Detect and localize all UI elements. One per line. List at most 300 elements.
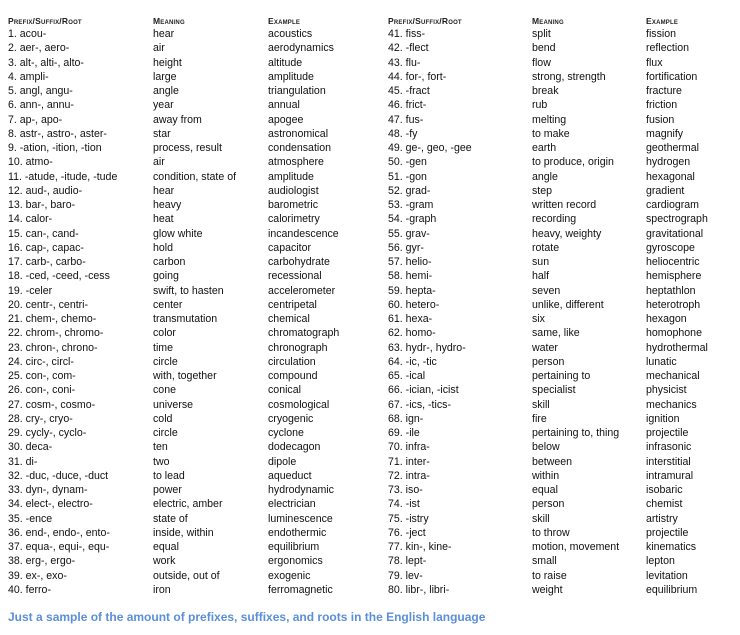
prefix-cell: 50. -gen	[388, 156, 427, 169]
table-row	[388, 412, 740, 426]
table-row	[8, 497, 368, 511]
example-cell: condensation	[268, 142, 332, 155]
meaning-cell: glow white	[153, 227, 203, 240]
meaning-cell: small	[532, 555, 557, 568]
table-row	[388, 440, 740, 454]
prefix-cell: 11. -atude, -itude, -tude	[8, 170, 118, 183]
prefix-cell: 44. for-, fort-	[388, 70, 447, 83]
table-row	[8, 70, 368, 84]
meaning-cell: within	[532, 469, 560, 482]
meaning-cell: rotate	[532, 241, 560, 254]
prefix-cell: 55. grav-	[388, 227, 430, 240]
table-row	[8, 56, 368, 70]
prefix-cell: 53. -gram	[388, 199, 434, 212]
header-prefix: Prefix/Suffix/Root	[388, 16, 462, 26]
example-cell: recessional	[268, 270, 322, 283]
caption: Just a sample of the amount of prefixes, suffixes, and roots in the English language	[8, 610, 486, 624]
meaning-cell: cold	[153, 412, 173, 425]
meaning-cell: height	[153, 56, 182, 69]
table-row	[8, 398, 368, 412]
meaning-cell: equal	[532, 484, 558, 497]
meaning-cell: ten	[153, 441, 168, 454]
prefix-cell: 8. astr-, astro-, aster-	[8, 127, 107, 140]
prefix-cell: 67. -ics, -tics-	[388, 398, 451, 411]
prefix-cell: 64. -ic, -tic	[388, 355, 437, 368]
example-cell: chronograph	[268, 341, 328, 354]
prefix-cell: 60. hetero-	[388, 298, 440, 311]
table-row	[388, 227, 740, 241]
example-cell: fission	[646, 28, 677, 41]
header-example: Example	[268, 16, 301, 26]
table-row	[8, 198, 368, 212]
meaning-cell: to raise	[532, 569, 567, 582]
meaning-cell: flow	[532, 56, 551, 69]
prefix-cell: 42. -flect	[388, 42, 429, 55]
example-cell: heterotroph	[646, 298, 701, 311]
meaning-cell: with, together	[153, 370, 217, 383]
table-row	[8, 113, 368, 127]
example-cell: artistry	[646, 512, 678, 525]
table-row	[8, 312, 368, 326]
table-row	[388, 198, 740, 212]
prefix-cell: 15. can-, cand-	[8, 227, 79, 240]
example-cell: isobaric	[646, 484, 683, 497]
meaning-cell: to make	[532, 127, 570, 140]
meaning-cell: two	[153, 455, 170, 468]
prefix-cell: 4. ampli-	[8, 70, 49, 83]
right-table	[388, 12, 740, 597]
meaning-cell: state of	[153, 512, 188, 525]
prefix-cell: 36. end-, endo-, ento-	[8, 526, 110, 539]
example-cell: hemisphere	[646, 270, 702, 283]
meaning-cell: color	[153, 327, 176, 340]
example-cell: chemist	[646, 498, 683, 511]
meaning-cell: work	[153, 555, 176, 568]
right-rows	[388, 27, 740, 597]
table-row	[388, 212, 740, 226]
example-cell: gradient	[646, 184, 685, 197]
meaning-cell: air	[153, 42, 165, 55]
example-cell: flux	[646, 56, 663, 69]
prefix-cell: 26. con-, coni-	[8, 384, 76, 397]
prefix-cell: 63. hydr-, hydro-	[388, 341, 466, 354]
prefix-cell: 47. fus-	[388, 113, 424, 126]
example-cell: chemical	[268, 313, 310, 326]
table-row	[8, 569, 368, 583]
prefix-cell: 69. -ile	[388, 427, 420, 440]
example-cell: audiologist	[268, 184, 319, 197]
example-cell: compound	[268, 370, 318, 383]
example-cell: lunatic	[646, 355, 677, 368]
example-cell: interstitial	[646, 455, 691, 468]
prefix-cell: 34. elect-, electro-	[8, 498, 93, 511]
example-cell: cyclone	[268, 427, 304, 440]
meaning-cell: written record	[532, 199, 597, 212]
table-row	[8, 84, 368, 98]
example-cell: hydrodynamic	[268, 484, 334, 497]
table-row	[388, 312, 740, 326]
prefix-cell: 79. lev-	[388, 569, 423, 582]
meaning-cell: swift, to hasten	[153, 284, 224, 297]
prefix-cell: 68. ign-	[388, 412, 424, 425]
prefix-cell: 30. deca-	[8, 441, 53, 454]
meaning-cell: person	[532, 355, 565, 368]
example-cell: hydrogen	[646, 156, 691, 169]
prefix-cell: 58. hemi-	[388, 270, 433, 283]
table-row	[388, 98, 740, 112]
table-header	[8, 12, 368, 26]
example-cell: hydrothermal	[646, 341, 708, 354]
meaning-cell: skill	[532, 512, 550, 525]
table-row	[388, 84, 740, 98]
example-cell: exogenic	[268, 569, 311, 582]
prefix-cell: 28. cry-, cryo-	[8, 412, 73, 425]
prefix-cell: 51. -gon	[388, 170, 427, 183]
example-cell: endothermic	[268, 526, 327, 539]
table-row	[388, 41, 740, 55]
meaning-cell: to lead	[153, 469, 185, 482]
meaning-cell: recording	[532, 213, 577, 226]
example-cell: fracture	[646, 85, 682, 98]
example-cell: ferromagnetic	[268, 583, 333, 596]
prefix-cell: 10. atmo-	[8, 156, 53, 169]
meaning-cell: unlike, different	[532, 298, 604, 311]
table-row	[8, 369, 368, 383]
prefix-cell: 71. inter-	[388, 455, 430, 468]
header-meaning: Meaning	[153, 16, 185, 26]
table-row	[388, 155, 740, 169]
example-cell: homophone	[646, 327, 702, 340]
example-cell: conical	[268, 384, 301, 397]
meaning-cell: to throw	[532, 526, 570, 539]
prefix-cell: 19. -celer	[8, 284, 53, 297]
table-row	[8, 483, 368, 497]
example-cell: cryogenic	[268, 412, 314, 425]
meaning-cell: pertaining to	[532, 370, 591, 383]
meaning-cell: heavy	[153, 199, 182, 212]
prefix-cell: 41. fiss-	[388, 28, 426, 41]
example-cell: gyroscope	[646, 241, 695, 254]
prefix-cell: 1. acou-	[8, 28, 47, 41]
example-cell: hexagonal	[646, 170, 695, 183]
prefix-cell: 39. ex-, exo-	[8, 569, 67, 582]
prefix-cell: 61. hexa-	[388, 313, 433, 326]
meaning-cell: process, result	[153, 142, 222, 155]
example-cell: capacitor	[268, 241, 311, 254]
header-meaning: Meaning	[532, 16, 564, 26]
meaning-cell: motion, movement	[532, 541, 620, 554]
table-row	[8, 298, 368, 312]
meaning-cell: melting	[532, 113, 567, 126]
table-row	[388, 127, 740, 141]
example-cell: dodecagon	[268, 441, 321, 454]
table-row	[388, 284, 740, 298]
example-cell: amplitude	[268, 70, 314, 83]
table-row	[8, 355, 368, 369]
example-cell: intramural	[646, 469, 694, 482]
meaning-cell: bend	[532, 42, 556, 55]
meaning-cell: sun	[532, 256, 550, 269]
prefix-cell: 9. -ation, -ition, -tion	[8, 142, 102, 155]
example-cell: mechanics	[646, 398, 697, 411]
table-row	[8, 227, 368, 241]
example-cell: dipole	[268, 455, 297, 468]
table-row	[388, 540, 740, 554]
table-row	[388, 355, 740, 369]
meaning-cell: person	[532, 498, 565, 511]
prefix-cell: 20. centr-, centri-	[8, 298, 89, 311]
meaning-cell: going	[153, 270, 179, 283]
prefix-cell: 25. con-, com-	[8, 370, 76, 383]
meaning-cell: water	[532, 341, 558, 354]
meaning-cell: to produce, origin	[532, 156, 614, 169]
table-row	[8, 383, 368, 397]
table-row	[388, 469, 740, 483]
table-header	[388, 12, 740, 26]
table-row	[388, 255, 740, 269]
table-row	[388, 369, 740, 383]
table-row	[388, 269, 740, 283]
meaning-cell: electric, amber	[153, 498, 223, 511]
meaning-cell: outside, out of	[153, 569, 220, 582]
meaning-cell: heat	[153, 213, 174, 226]
example-cell: fusion	[646, 113, 675, 126]
example-cell: barometric	[268, 199, 319, 212]
example-cell: equilibrium	[268, 541, 320, 554]
prefix-cell: 59. hepta-	[388, 284, 436, 297]
table-row	[8, 326, 368, 340]
prefix-cell: 37. equa-, equi-, equ-	[8, 541, 110, 554]
prefix-cell: 27. cosm-, cosmo-	[8, 398, 96, 411]
example-cell: amplitude	[268, 170, 314, 183]
prefix-cell: 23. chron-, chrono-	[8, 341, 98, 354]
table-row	[388, 569, 740, 583]
meaning-cell: step	[532, 184, 553, 197]
prefix-cell: 72. intra-	[388, 469, 430, 482]
table-row	[8, 127, 368, 141]
table-row	[8, 412, 368, 426]
example-cell: accelerometer	[268, 284, 336, 297]
meaning-cell: fire	[532, 412, 547, 425]
meaning-cell: below	[532, 441, 560, 454]
example-cell: altitude	[268, 56, 303, 69]
table-row	[8, 341, 368, 355]
example-cell: projectile	[646, 526, 689, 539]
example-cell: chromatograph	[268, 327, 340, 340]
prefix-cell: 80. libr-, libri-	[388, 583, 450, 596]
example-cell: aqueduct	[268, 469, 312, 482]
table-row	[388, 583, 740, 597]
prefix-cell: 57. helio-	[388, 256, 432, 269]
meaning-cell: between	[532, 455, 573, 468]
table-row	[8, 512, 368, 526]
meaning-cell: star	[153, 127, 171, 140]
table-row	[388, 113, 740, 127]
prefix-cell: 43. flu-	[388, 56, 421, 69]
prefix-cell: 75. -istry	[388, 512, 429, 525]
meaning-cell: circle	[153, 427, 178, 440]
prefix-cell: 16. cap-, capac-	[8, 241, 84, 254]
table-row	[8, 170, 368, 184]
prefix-cell: 21. chem-, chemo-	[8, 313, 97, 326]
table-row	[388, 341, 740, 355]
meaning-cell: weight	[532, 583, 563, 596]
example-cell: triangulation	[268, 85, 326, 98]
meaning-cell: inside, within	[153, 526, 214, 539]
example-cell: ignition	[646, 412, 680, 425]
prefix-cell: 6. ann-, annu-	[8, 99, 74, 112]
table-row	[8, 269, 368, 283]
example-cell: lepton	[646, 555, 675, 568]
table-row	[388, 483, 740, 497]
prefix-cell: 13. bar-, baro-	[8, 199, 76, 212]
table-row	[388, 70, 740, 84]
prefix-cell: 49. ge-, geo, -gee	[388, 142, 472, 155]
table-row	[388, 298, 740, 312]
table-row	[8, 212, 368, 226]
meaning-cell: equal	[153, 541, 179, 554]
prefix-cell: 77. kin-, kine-	[388, 541, 452, 554]
table-row	[8, 554, 368, 568]
example-cell: kinematics	[646, 541, 697, 554]
table-row	[8, 141, 368, 155]
header-example: Example	[646, 16, 679, 26]
example-cell: friction	[646, 99, 678, 112]
left-rows	[8, 27, 368, 597]
prefix-cell: 29. cycly-, cyclo-	[8, 427, 87, 440]
prefix-cell: 78. lept-	[388, 555, 427, 568]
example-cell: incandescence	[268, 227, 339, 240]
table-row	[8, 526, 368, 540]
meaning-cell: seven	[532, 284, 561, 297]
meaning-cell: rub	[532, 99, 548, 112]
prefix-cell: 52. grad-	[388, 184, 431, 197]
example-cell: atmosphere	[268, 156, 324, 169]
example-cell: acoustics	[268, 28, 313, 41]
prefix-cell: 62. homo-	[388, 327, 436, 340]
table-row	[8, 469, 368, 483]
meaning-cell: universe	[153, 398, 194, 411]
example-cell: centripetal	[268, 298, 317, 311]
table-row	[8, 98, 368, 112]
meaning-cell: air	[153, 156, 165, 169]
example-cell: geothermal	[646, 142, 699, 155]
prefix-cell: 46. frict-	[388, 99, 427, 112]
prefix-cell: 33. dyn-, dynam-	[8, 484, 88, 497]
meaning-cell: transmutation	[153, 313, 218, 326]
meaning-cell: pertaining to, thing	[532, 427, 620, 440]
meaning-cell: six	[532, 313, 545, 326]
table-row	[388, 141, 740, 155]
meaning-cell: iron	[153, 583, 171, 596]
example-cell: cosmological	[268, 398, 330, 411]
prefix-cell: 38. erg-, ergo-	[8, 555, 76, 568]
prefix-cell: 31. di-	[8, 455, 38, 468]
table-row	[388, 398, 740, 412]
table-row	[388, 526, 740, 540]
example-cell: heptathlon	[646, 284, 696, 297]
table-row	[388, 170, 740, 184]
table-row	[8, 426, 368, 440]
example-cell: spectrograph	[646, 213, 708, 226]
left-table	[8, 12, 368, 597]
meaning-cell: specialist	[532, 384, 576, 397]
meaning-cell: power	[153, 484, 182, 497]
meaning-cell: year	[153, 99, 174, 112]
example-cell: aerodynamics	[268, 42, 334, 55]
table-row	[8, 155, 368, 169]
meaning-cell: strong, strength	[532, 70, 606, 83]
table-row	[8, 184, 368, 198]
header-prefix: Prefix/Suffix/Root	[8, 16, 82, 26]
example-cell: infrasonic	[646, 441, 692, 454]
table-row	[8, 41, 368, 55]
meaning-cell: angle	[153, 85, 179, 98]
prefix-cell: 32. -duc, -duce, -duct	[8, 469, 109, 482]
prefix-cell: 17. carb-, carbo-	[8, 256, 86, 269]
table-row	[388, 512, 740, 526]
example-cell: luminescence	[268, 512, 333, 525]
table-row	[388, 326, 740, 340]
example-cell: fortification	[646, 70, 698, 83]
example-cell: mechanical	[646, 370, 700, 383]
prefix-cell: 22. chrom-, chromo-	[8, 327, 104, 340]
prefix-cell: 48. -fy	[388, 127, 418, 140]
example-cell: carbohydrate	[268, 256, 330, 269]
prefix-cell: 56. gyr-	[388, 241, 424, 254]
table-row	[8, 583, 368, 597]
prefix-cell: 5. angl, angu-	[8, 85, 73, 98]
example-cell: projectile	[646, 427, 689, 440]
prefix-cell: 35. -ence	[8, 512, 53, 525]
table-row	[8, 540, 368, 554]
prefix-cell: 76. -ject	[388, 526, 426, 539]
example-cell: ergonomics	[268, 555, 323, 568]
prefix-cell: 70. infra-	[388, 441, 430, 454]
meaning-cell: cone	[153, 384, 176, 397]
table-row	[8, 255, 368, 269]
meaning-cell: skill	[532, 398, 550, 411]
example-cell: circulation	[268, 355, 316, 368]
table-row	[8, 284, 368, 298]
prefix-cell: 54. -graph	[388, 213, 437, 226]
example-cell: cardiogram	[646, 199, 699, 212]
example-cell: hexagon	[646, 313, 687, 326]
example-cell: apogee	[268, 113, 304, 126]
meaning-cell: half	[532, 270, 550, 283]
meaning-cell: heavy, weighty	[532, 227, 602, 240]
example-cell: magnify	[646, 127, 684, 140]
prefix-cell: 74. -ist	[388, 498, 420, 511]
meaning-cell: condition, state of	[153, 170, 237, 183]
table-row	[388, 426, 740, 440]
example-cell: gravitational	[646, 227, 704, 240]
prefix-cell: 12. aud-, audio-	[8, 184, 83, 197]
table-row	[388, 56, 740, 70]
prefix-cell: 18. -ced, -ceed, -cess	[8, 270, 110, 283]
example-cell: electrician	[268, 498, 316, 511]
meaning-cell: earth	[532, 142, 557, 155]
meaning-cell: time	[153, 341, 174, 354]
meaning-cell: carbon	[153, 256, 186, 269]
meaning-cell: center	[153, 298, 183, 311]
prefix-cell: 7. ap-, apo-	[8, 113, 63, 126]
example-cell: levitation	[646, 569, 688, 582]
example-cell: equilibrium	[646, 583, 698, 596]
prefix-cell: 24. circ-, circl-	[8, 355, 74, 368]
prefix-cell: 40. ferro-	[8, 583, 51, 596]
prefix-cell: 65. -ical	[388, 370, 426, 383]
